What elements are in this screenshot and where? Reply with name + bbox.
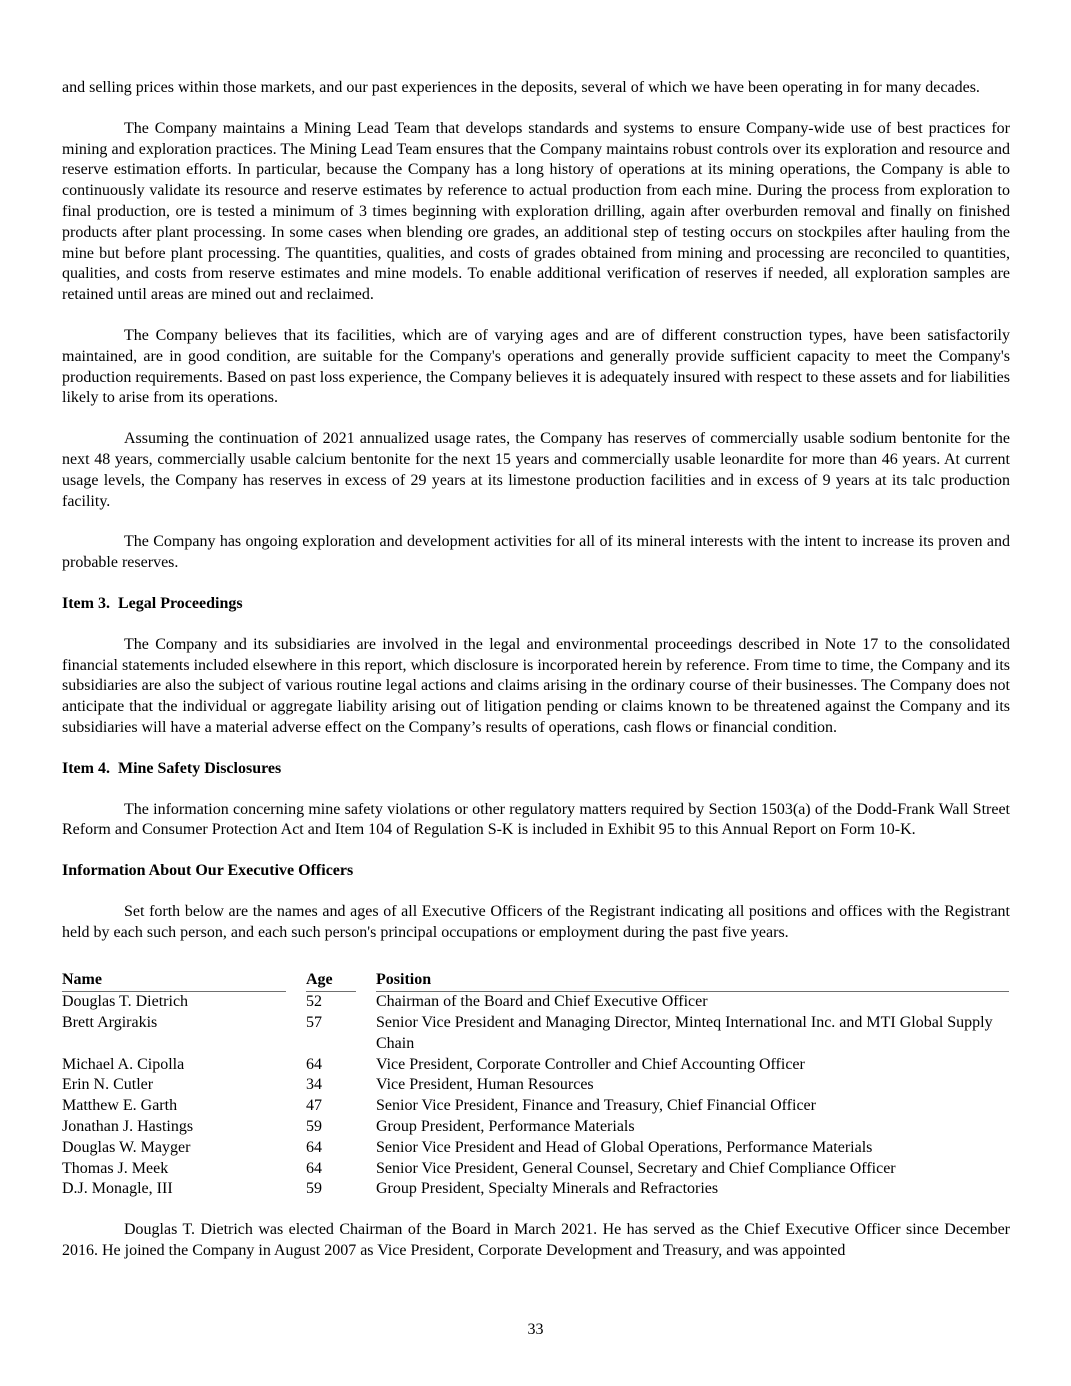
paragraph-exploration-development: The Company has ongoing exploration and development activities for all of its mineral interests with the intent to increase its proven and probable reserves. — [62, 533, 1010, 572]
paragraph-markets-continuation: and selling prices within those markets, and our past experiences in the deposits, several of which we have been operating in for many decades. — [62, 79, 980, 96]
officer-age: 47 — [306, 1097, 322, 1115]
officer-position: Group President, Performance Materials — [376, 1118, 635, 1136]
table-row — [62, 1055, 1010, 1076]
paragraph-reserves-usage: Assuming the continuation of 2021 annualized usage rates, the Company has reserves of commercially usable sodium bentonite for the next 48 years, commercially usable calcium bentonite for the next 15 years and commercially usable leonardite for more than 46 years. At current usage levels, the Company has reserves in excess of 29 years at its limestone production facilities and in excess of 9 years at its talc production facility. — [62, 430, 1010, 510]
table-row — [62, 1117, 1010, 1138]
paragraph-facilities: The Company believes that its facilities, which are of varying ages and are of different construction types, have been satisfactorily maintained, are in good condition, are suitable for the Company's operations and generally provide sufficient capacity to meet the Company's production requirements. Based on past loss experience, the Company believes it is adequately insured with respect to these assets and for liabilities likely to arise from its operations. — [62, 326, 1010, 407]
heading-item4-mine-safety: Item 4. Mine Safety Disclosures — [62, 759, 282, 777]
paragraph-dietrich-bio: Douglas T. Dietrich was elected Chairman of the Board in March 2021. He has served as the Chief Executive Officer since December 2016. He joined the Company in August 2007 as Vice President, Corporate Development and Treasury, and was appointed — [62, 1221, 1010, 1260]
table-row — [62, 1075, 1010, 1096]
heading-executive-officers: Information About Our Executive Officers — [62, 862, 354, 880]
officer-age: 64 — [306, 1138, 322, 1156]
table-row — [62, 1138, 1010, 1159]
page-number: 33 — [527, 1321, 544, 1338]
officer-position: Vice President, Corporate Controller and Chief Accounting Officer — [376, 1055, 805, 1073]
paragraph-mining-lead-team: The Company maintains a Mining Lead Team that develops standards and systems to ensure Company-wide use of best practices for mining and exploration practices. The Mining Lead Team ensures that the Company maintains robust controls over its exploration and resource and reserve estimation efforts. In particular, because the Company has a long history of operations at its mining operations, the Company is able to continuously validate its resource and reserve estimates by reference to actual production from each mine. During the process from exploration to final production, ore is tested a minimum of 3 times beginning with exploration drilling, again after overburden removal and finally on finished products after plant processing. In some cases when blending ore grades, an additional step of testing occurs on stockpiles after hauling from the mine but before plant processing. The quantities, qualities, and costs of grades obtained from mining and processing are reconciled to quantities, qualities, and costs from reserve estimates and mine models. To enable additional verification of reserves if needed, all exploration samples are retained until areas are mined out and reclaimed. — [62, 119, 1010, 304]
officers-table-body — [62, 992, 1010, 1200]
table-row — [62, 1096, 1010, 1117]
officer-age: 59 — [306, 1180, 322, 1198]
table-row — [62, 992, 1010, 1013]
officer-name: Douglas W. Mayger — [62, 1138, 191, 1156]
officer-name: Douglas T. Dietrich — [62, 993, 189, 1011]
paragraph-mine-safety: The information concerning mine safety violations or other regulatory matters required by Section 1503(a) of the Dodd-Frank Wall Street Reform and Consumer Protection Act and Item 104 of Regulation S-K is included in Exhibit 95 to this Annual Report on Form 10-K. — [62, 800, 1010, 839]
table-header-row — [62, 970, 1010, 993]
officer-age: 64 — [306, 1159, 322, 1177]
table-row — [62, 1013, 1010, 1055]
officer-age: 34 — [306, 1076, 322, 1094]
officer-name: Brett Argirakis — [62, 1014, 158, 1032]
officer-name: Matthew E. Garth — [62, 1097, 178, 1115]
heading-item3-legal-proceedings: Item 3. Legal Proceedings — [62, 594, 243, 612]
officer-position: Vice President, Human Resources — [376, 1076, 594, 1094]
officer-name: Thomas J. Meek — [62, 1159, 169, 1177]
officer-position: Chairman of the Board and Chief Executive Officer — [376, 993, 708, 1011]
officer-age: 52 — [306, 993, 322, 1011]
column-header-age: Age — [306, 970, 356, 993]
executive-officers-table — [62, 970, 1010, 1201]
officer-age: 64 — [306, 1055, 322, 1073]
column-header-name: Name — [62, 970, 286, 993]
officer-age: 57 — [306, 1014, 322, 1032]
officer-age: 59 — [306, 1118, 322, 1136]
officer-name: Michael A. Cipolla — [62, 1055, 185, 1073]
paragraph-legal-proceedings: The Company and its subsidiaries are involved in the legal and environmental proceedings described in Note 17 to the consolidated financial statements included elsewhere in this report, which disclosure is incorporated herein by reference. From time to time, the Company and its subsidiaries are also the subject of various routine legal actions and claims arising in the ordinary course of their businesses. The Company does not anticipate that the individual or aggregate liability arising out of litigation pending or claims known to be threatened against the Company and its subsidiaries will have a material adverse effect on the Company’s results of operations, cash flows or financial condition. — [62, 635, 1010, 736]
officer-name: Jonathan J. Hastings — [62, 1118, 194, 1136]
column-header-position: Position — [376, 970, 1009, 993]
officer-position: Senior Vice President and Head of Global Operations, Performance Materials — [376, 1138, 873, 1156]
officer-position: Senior Vice President and Managing Director, Minteq International Inc. and MTI Global Supply Chain — [376, 1014, 993, 1052]
officer-name: D.J. Monagle, III — [62, 1180, 173, 1198]
officer-position: Senior Vice President, Finance and Treasury, Chief Financial Officer — [376, 1097, 816, 1115]
officer-position: Group President, Specialty Minerals and Refractories — [376, 1180, 719, 1198]
officer-name: Erin N. Cutler — [62, 1076, 154, 1094]
paragraph-officers-intro: Set forth below are the names and ages of all Executive Officers of the Registrant indicating all positions and offices with the Registrant held by each such person, and each such person's principal occupations or employment during the past five years. — [62, 902, 1010, 941]
table-row — [62, 1159, 1010, 1180]
officer-position: Senior Vice President, General Counsel, Secretary and Chief Compliance Officer — [376, 1159, 896, 1177]
table-row — [62, 1179, 1010, 1200]
